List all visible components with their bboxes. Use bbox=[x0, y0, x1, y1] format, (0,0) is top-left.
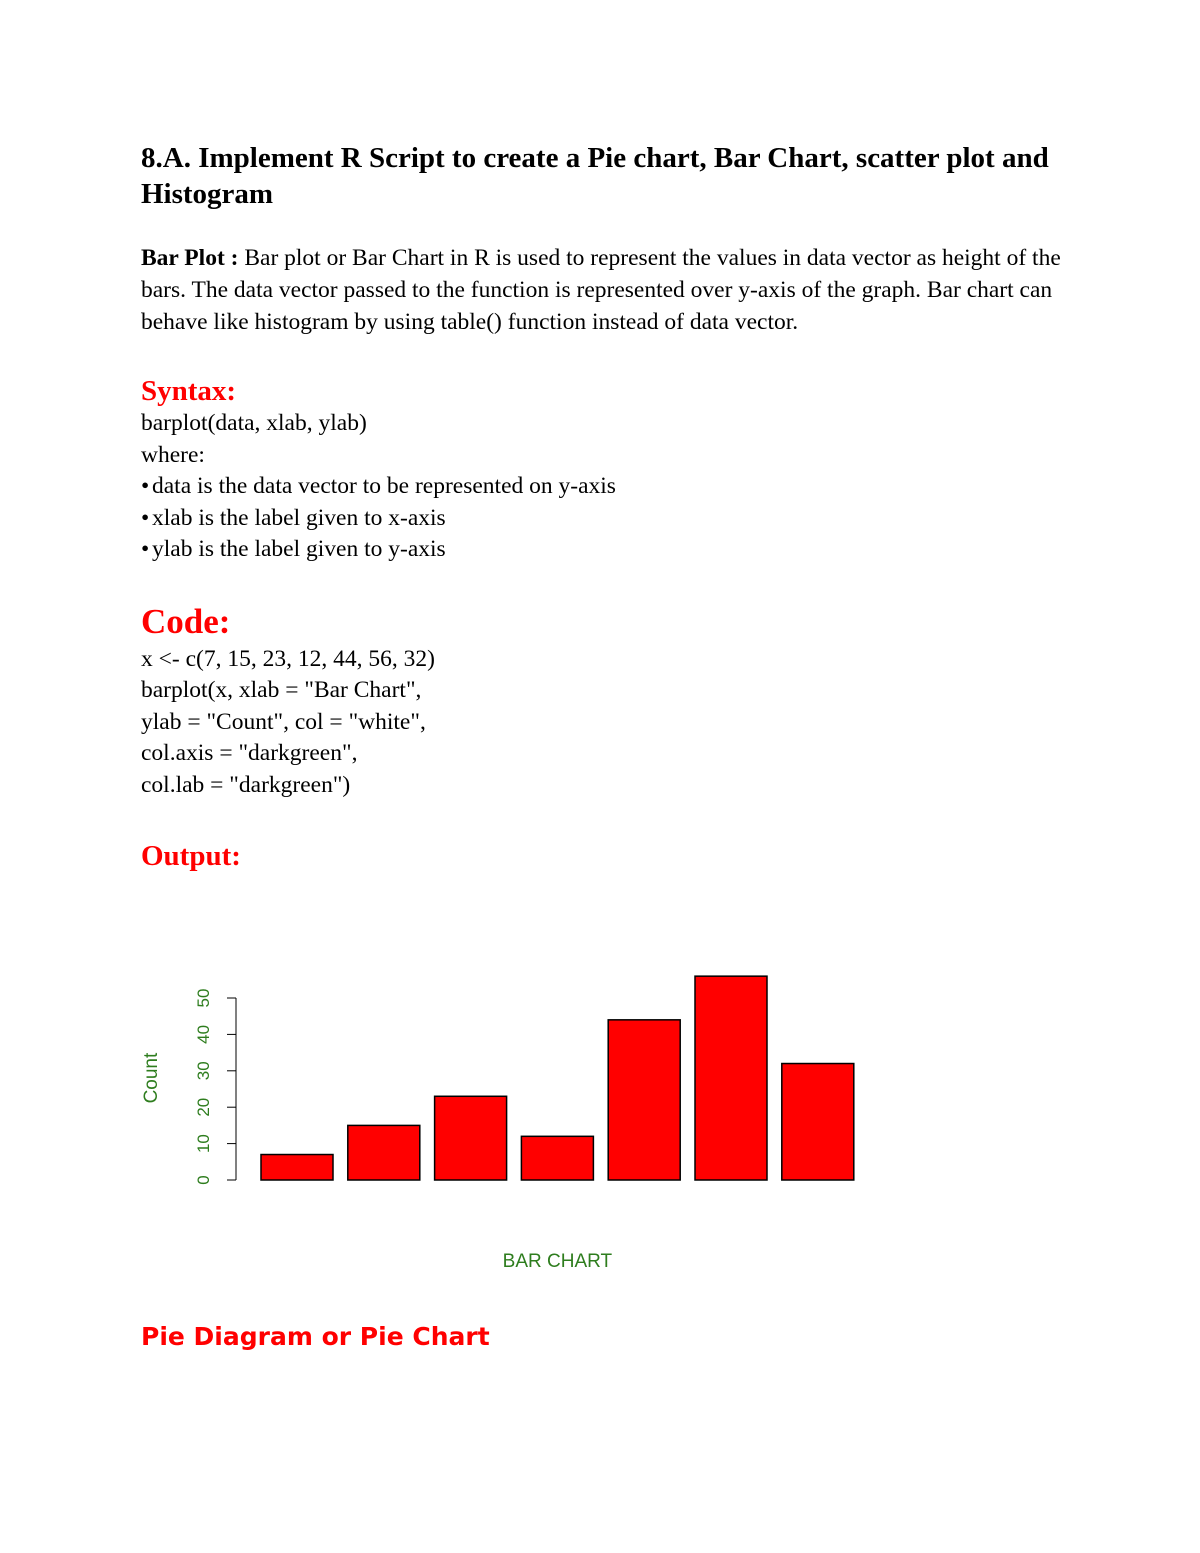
syntax-bullet bbox=[141, 471, 1061, 503]
bullet-text: ylab is the label given to y-axis bbox=[152, 536, 446, 562]
syntax-line: where: bbox=[141, 441, 205, 468]
bullet-icon: • bbox=[141, 536, 150, 562]
y-tick-label: 40 bbox=[194, 1024, 213, 1044]
y-tick-label: 20 bbox=[194, 1097, 213, 1117]
bullet-text: data is the data vector to be represented on y-axis bbox=[152, 473, 616, 499]
syntax-line: barplot(data, xlab, ylab) bbox=[141, 410, 367, 436]
syntax-block bbox=[141, 408, 1061, 566]
syntax-heading: Syntax: bbox=[141, 375, 237, 407]
bullet-icon: • bbox=[141, 504, 150, 531]
code-line: barplot(x, xlab = "Bar Chart", bbox=[141, 677, 422, 703]
y-tick-label: 10 bbox=[194, 1134, 213, 1154]
pie-chart-heading: Pie Diagram or Pie Chart bbox=[141, 1322, 490, 1351]
bar bbox=[261, 1155, 333, 1180]
intro-text: Bar plot or Bar Chart in R is used to represent the values in data vector as height of the bars. The data vector passed to the function is represented over y-axis of the graph. Bar chart can behave like histogram by using table() function instead of data vector. bbox=[141, 245, 1061, 335]
y-axis-title: Count bbox=[141, 1052, 162, 1104]
bar bbox=[435, 1096, 507, 1180]
intro-paragraph bbox=[141, 242, 1061, 338]
bar bbox=[521, 1136, 593, 1180]
code-line: col.lab = "darkgreen") bbox=[141, 771, 351, 798]
y-tick-label: 30 bbox=[194, 1061, 213, 1081]
bar bbox=[695, 976, 767, 1180]
code-heading: Code: bbox=[141, 601, 231, 641]
bullet-text: xlab is the label given to x-axis bbox=[152, 504, 446, 531]
document-page bbox=[141, 140, 1061, 873]
output-heading: Output: bbox=[141, 840, 241, 872]
code-line: ylab = "Count", col = "white", bbox=[141, 708, 426, 735]
bar bbox=[348, 1125, 420, 1180]
bar bbox=[782, 1064, 854, 1180]
code-line: col.axis = "darkgreen", bbox=[141, 740, 358, 766]
bar-chart bbox=[120, 950, 880, 1290]
y-tick-label: 0 bbox=[194, 1175, 213, 1185]
intro-label: Bar Plot : bbox=[141, 245, 239, 271]
syntax-bullet bbox=[141, 534, 1061, 566]
bar bbox=[608, 1020, 680, 1180]
code-block bbox=[141, 644, 1061, 802]
code-line: x <- c(7, 15, 23, 12, 44, 56, 32) bbox=[141, 645, 435, 672]
bullet-icon: • bbox=[141, 473, 150, 499]
syntax-bullet bbox=[141, 503, 1061, 535]
y-tick-label: 50 bbox=[194, 988, 213, 1008]
x-axis-title: BAR CHART bbox=[502, 1251, 613, 1272]
document-title: 8.A. Implement R Script to create a Pie chart, Bar Chart, scatter plot and Histogram bbox=[141, 142, 1049, 210]
